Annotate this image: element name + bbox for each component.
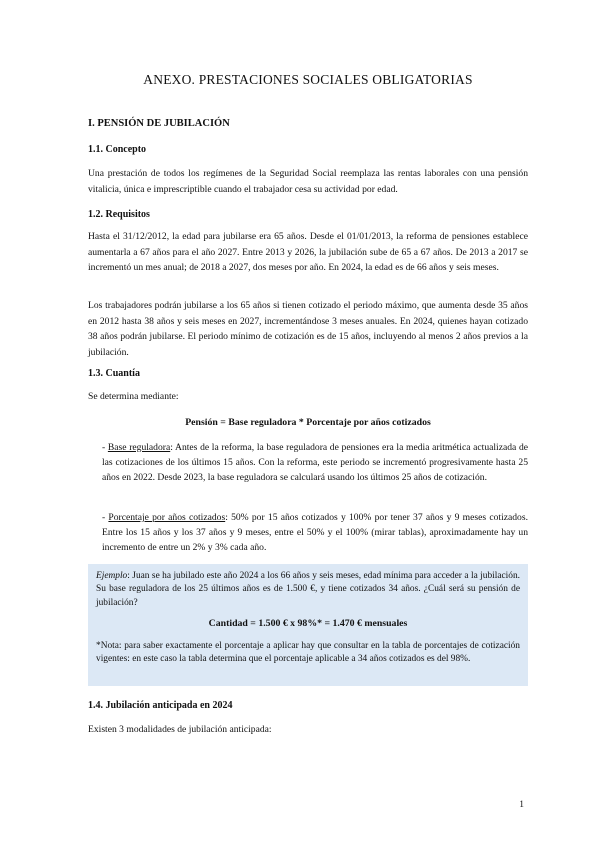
section-heading-pension: I. PENSIÓN DE JUBILACIÓN: [88, 118, 230, 129]
heading-cuantia: 1.3. Cuantía: [88, 368, 140, 379]
heading-requisitos: 1.2. Requisitos: [88, 209, 150, 220]
example-text: [96, 570, 520, 610]
term-base-reguladora: Base reguladora: [107, 442, 171, 453]
example-formula: Cantidad = 1.500 € x 98%* = 1.470 € mensuales: [208, 618, 408, 629]
paragraph-jubilacion-anticipada: Existen 3 modalidades de jubilación anticipada:: [88, 724, 272, 735]
paragraph-requisitos-2: Los trabajadores podrán jubilarse a los 65 años si tienen cotizado el periodo máximo, que aumenta desde 35 años en 2012 hasta 38 años y seis meses en 2027, incrementándose 3 meses anuales. En 2024, quienes hayan cotizado 38 años podrán jubilarse. El periodo mínimo de cotización es de 15 años, incluyendo al menos 2 años previos a la jubilación.: [88, 300, 528, 358]
paragraph-requisitos-1: Hasta el 31/12/2012, la edad para jubilarse era 65 años. Desde el 01/01/2013, la reforma de pensiones establece aumentarla a 67 años para el año 2027. Entre 2013 y 2026, la jubilación sube de 65 a 67 años. De 2013 a 2017 se incrementó un mes anual; de 2018 a 2027, dos meses por año. En 2024, la edad es de 66 años y seis meses.: [88, 231, 528, 273]
example-label: Ejemplo: [96, 571, 128, 581]
example-body: : Juan se ha jubilado este año 2024 a los 66 años y seis meses, edad mínima para acceder a la jubilación. Su base reguladora de los 25 últimos años es de 1.500 €, y tiene cotizados 34 años. ¿Cuál será su pensión de jubilación?: [96, 571, 520, 608]
paragraph-concepto: Una prestación de todos los regímenes de la Seguridad Social reemplaza las rentas laborales con una pensión vitalicia, única e imprescriptible cuando el trabajador cesa su actividad por edad.: [88, 168, 528, 195]
bullet-text-porcentaje: : 50% por 15 años cotizados y 100% por tener 37 años y 9 meses cotizados. Entre los 15 años y los 37 años y 9 meses, entre el 50% y el 100% (mirar tablas), aproximadamente hay un incremento de entre un 2% y 3% cada año.: [102, 512, 528, 554]
paragraph-cuantia-intro: Se determina mediante:: [88, 391, 179, 402]
example-box: [88, 564, 528, 686]
bullet-text-base-reguladora: : Antes de la reforma, la base reguladora de pensiones era la media aritmética actualizada de las cotizaciones de los últimos 15 años. Con la reforma, este periodo se incrementó progresivamente hasta 25 años en 2022. Desde 2023, la base reguladora se calculará usando los últimos 25 años de cotización.: [102, 442, 529, 484]
bullet-dash: -: [102, 442, 108, 453]
list-item-base-reguladora: [102, 440, 528, 486]
bullet-dash: -: [102, 512, 109, 523]
heading-concepto: 1.1. Concepto: [88, 144, 147, 155]
formula-pension: Pensión = Base reguladora * Porcentaje por años cotizados: [185, 417, 431, 428]
list-item-porcentaje: [102, 510, 528, 556]
term-porcentaje: Porcentaje por años cotizados: [108, 512, 226, 523]
example-note: *Nota: para saber exactamente el porcentaje a aplicar hay que consultar en la tabla de porcentajes de cotización vigentes: en este caso la tabla determina que el porcentaje aplicable a 34 años cotizados es del 98%.: [96, 641, 520, 665]
heading-jubilacion-anticipada: 1.4. Jubilación anticipada en 2024: [88, 700, 233, 711]
page-title: ANEXO. PRESTACIONES SOCIALES OBLIGATORIAS: [143, 72, 473, 87]
page-number: 1: [519, 800, 524, 810]
